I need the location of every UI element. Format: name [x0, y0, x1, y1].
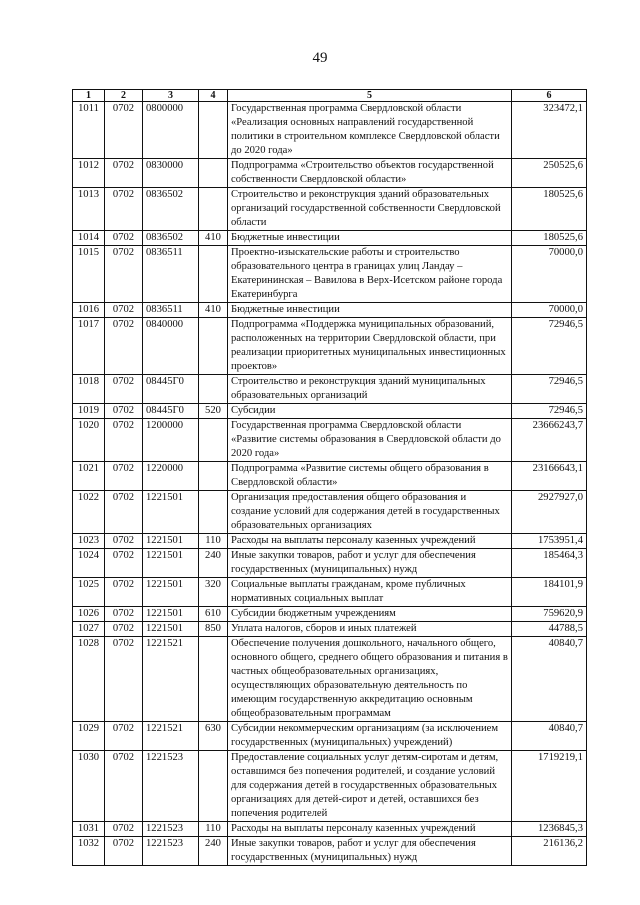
- amount-value: 40840,7: [512, 722, 587, 751]
- amount-value: 72946,5: [512, 375, 587, 404]
- row-number: 1011: [73, 102, 105, 159]
- row-number: 1021: [73, 462, 105, 491]
- section-code: 0702: [105, 102, 143, 159]
- expense-name: Подпрограмма «Поддержка муниципальных образований, расположенных на территории Свердловской области, при реализации приоритетных муниципальных инвестиционных проектов»: [228, 318, 512, 375]
- expense-name: Иные закупки товаров, работ и услуг для обеспечения государственных (муниципальных) нужд: [228, 837, 512, 866]
- row-number: 1015: [73, 246, 105, 303]
- target-article-code: 1221501: [143, 607, 199, 622]
- section-code: 0702: [105, 419, 143, 462]
- column-header: 1: [73, 90, 105, 102]
- expense-type-code: [199, 462, 228, 491]
- table-header: [73, 90, 587, 102]
- amount-value: 23166643,1: [512, 462, 587, 491]
- row-number: 1026: [73, 607, 105, 622]
- expense-type-code: [199, 491, 228, 534]
- row-number: 1028: [73, 637, 105, 722]
- section-code: 0702: [105, 375, 143, 404]
- amount-value: 72946,5: [512, 318, 587, 375]
- target-article-code: 0836502: [143, 231, 199, 246]
- table-row: [73, 534, 587, 549]
- expense-type-code: 110: [199, 822, 228, 837]
- table-row: [73, 419, 587, 462]
- section-code: 0702: [105, 159, 143, 188]
- expense-name: Подпрограмма «Развитие системы общего образования в Свердловской области»: [228, 462, 512, 491]
- expense-type-code: 320: [199, 578, 228, 607]
- expense-name: Предоставление социальных услуг детям-сиротам и детям, оставшимся без попечения родителей, и создание условий для содержания детей в государственных образовательных организациях для детей-сирот и детей, оставшихся без попечения родителей: [228, 751, 512, 822]
- table-row: [73, 837, 587, 866]
- target-article-code: 0830000: [143, 159, 199, 188]
- row-number: 1019: [73, 404, 105, 419]
- target-article-code: 0836502: [143, 188, 199, 231]
- expense-type-code: [199, 419, 228, 462]
- expense-name: Субсидии: [228, 404, 512, 419]
- amount-value: 323472,1: [512, 102, 587, 159]
- expense-type-code: [199, 159, 228, 188]
- column-header: 2: [105, 90, 143, 102]
- row-number: 1017: [73, 318, 105, 375]
- expense-type-code: 110: [199, 534, 228, 549]
- expense-name: Обеспечение получения дошкольного, начального общего, основного общего, среднего общего образования и питания в частных общеобразовательных организациях, осуществляющих образовательную деятельность по имеющим государственную аккредитацию основным общеобразовательным программам: [228, 637, 512, 722]
- table-row: [73, 637, 587, 722]
- amount-value: 250525,6: [512, 159, 587, 188]
- section-code: 0702: [105, 622, 143, 637]
- table-row: [73, 462, 587, 491]
- section-code: 0702: [105, 188, 143, 231]
- expense-type-code: 630: [199, 722, 228, 751]
- target-article-code: 1221501: [143, 491, 199, 534]
- row-number: 1014: [73, 231, 105, 246]
- expense-name: Расходы на выплаты персоналу казенных учреждений: [228, 822, 512, 837]
- amount-value: 180525,6: [512, 188, 587, 231]
- table-row: [73, 318, 587, 375]
- amount-value: 184101,9: [512, 578, 587, 607]
- section-code: 0702: [105, 578, 143, 607]
- table-row: [73, 822, 587, 837]
- expense-type-code: [199, 318, 228, 375]
- expense-type-code: 410: [199, 303, 228, 318]
- expense-type-code: [199, 751, 228, 822]
- table-row: [73, 375, 587, 404]
- amount-value: 70000,0: [512, 303, 587, 318]
- section-code: 0702: [105, 404, 143, 419]
- row-number: 1024: [73, 549, 105, 578]
- amount-value: 1753951,4: [512, 534, 587, 549]
- expense-type-code: [199, 188, 228, 231]
- target-article-code: 1221521: [143, 722, 199, 751]
- table-row: [73, 102, 587, 159]
- row-number: 1020: [73, 419, 105, 462]
- amount-value: 44788,5: [512, 622, 587, 637]
- expense-type-code: 610: [199, 607, 228, 622]
- expense-name: Субсидии бюджетным учреждениям: [228, 607, 512, 622]
- target-article-code: 1221501: [143, 622, 199, 637]
- amount-value: 759620,9: [512, 607, 587, 622]
- target-article-code: 1221501: [143, 578, 199, 607]
- row-number: 1030: [73, 751, 105, 822]
- target-article-code: 1221523: [143, 751, 199, 822]
- table-row: [73, 549, 587, 578]
- target-article-code: 1200000: [143, 419, 199, 462]
- table-row: [73, 751, 587, 822]
- section-code: 0702: [105, 303, 143, 318]
- section-code: 0702: [105, 231, 143, 246]
- table-row: [73, 303, 587, 318]
- section-code: 0702: [105, 751, 143, 822]
- target-article-code: 0836511: [143, 303, 199, 318]
- section-code: 0702: [105, 607, 143, 622]
- amount-value: 23666243,7: [512, 419, 587, 462]
- expense-type-code: [199, 637, 228, 722]
- row-number: 1029: [73, 722, 105, 751]
- target-article-code: 0840000: [143, 318, 199, 375]
- amount-value: 2927927,0: [512, 491, 587, 534]
- column-header: 6: [512, 90, 587, 102]
- column-header: 5: [228, 90, 512, 102]
- row-number: 1032: [73, 837, 105, 866]
- expense-name: Строительство и реконструкция зданий муниципальных образовательных организаций: [228, 375, 512, 404]
- target-article-code: 1221501: [143, 549, 199, 578]
- target-article-code: 0800000: [143, 102, 199, 159]
- section-code: 0702: [105, 246, 143, 303]
- expense-name: Бюджетные инвестиции: [228, 231, 512, 246]
- header-row: [73, 90, 587, 102]
- row-number: 1023: [73, 534, 105, 549]
- row-number: 1013: [73, 188, 105, 231]
- expense-type-code: 240: [199, 837, 228, 866]
- expense-type-code: [199, 102, 228, 159]
- amount-value: 40840,7: [512, 637, 587, 722]
- table-row: [73, 246, 587, 303]
- expense-name: Подпрограмма «Строительство объектов государственной собственности Свердловской области»: [228, 159, 512, 188]
- amount-value: 70000,0: [512, 246, 587, 303]
- section-code: 0702: [105, 837, 143, 866]
- table-body: [73, 102, 587, 866]
- column-header: 3: [143, 90, 199, 102]
- section-code: 0702: [105, 318, 143, 375]
- amount-value: 1719219,1: [512, 751, 587, 822]
- amount-value: 180525,6: [512, 231, 587, 246]
- target-article-code: 1221523: [143, 822, 199, 837]
- section-code: 0702: [105, 462, 143, 491]
- target-article-code: 0836511: [143, 246, 199, 303]
- row-number: 1018: [73, 375, 105, 404]
- section-code: 0702: [105, 491, 143, 534]
- target-article-code: 08445Г0: [143, 375, 199, 404]
- row-number: 1012: [73, 159, 105, 188]
- expense-name: Расходы на выплаты персоналу казенных учреждений: [228, 534, 512, 549]
- expense-name: Организация предоставления общего образования и создание условий для содержания детей в государственных образовательных организациях: [228, 491, 512, 534]
- expense-type-code: 520: [199, 404, 228, 419]
- table-row: [73, 159, 587, 188]
- expense-name: Бюджетные инвестиции: [228, 303, 512, 318]
- amount-value: 1236845,3: [512, 822, 587, 837]
- budget-table: [72, 89, 587, 866]
- target-article-code: 1221521: [143, 637, 199, 722]
- target-article-code: 1220000: [143, 462, 199, 491]
- table-row: [73, 578, 587, 607]
- table-row: [73, 188, 587, 231]
- table-row: [73, 607, 587, 622]
- expense-name: Иные закупки товаров, работ и услуг для обеспечения государственных (муниципальных) нужд: [228, 549, 512, 578]
- table-row: [73, 404, 587, 419]
- table-row: [73, 491, 587, 534]
- expense-name: Субсидии некоммерческим организациям (за исключением государственных (муниципальных) учреждений): [228, 722, 512, 751]
- expense-type-code: [199, 246, 228, 303]
- page-number: 49: [312, 50, 328, 66]
- section-code: 0702: [105, 549, 143, 578]
- amount-value: 185464,3: [512, 549, 587, 578]
- column-header: 4: [199, 90, 228, 102]
- expense-name: Проектно-изыскательские работы и строительство образовательного центра в границах улиц Ландау – Екатерининская – Вавилова в Верх-Исетском районе города Екатеринбурга: [228, 246, 512, 303]
- table-row: [73, 622, 587, 637]
- section-code: 0702: [105, 822, 143, 837]
- target-article-code: 1221501: [143, 534, 199, 549]
- table-row: [73, 722, 587, 751]
- section-code: 0702: [105, 637, 143, 722]
- expense-name: Социальные выплаты гражданам, кроме публичных нормативных социальных выплат: [228, 578, 512, 607]
- expense-type-code: [199, 375, 228, 404]
- expense-name: Уплата налогов, сборов и иных платежей: [228, 622, 512, 637]
- target-article-code: 1221523: [143, 837, 199, 866]
- row-number: 1025: [73, 578, 105, 607]
- row-number: 1022: [73, 491, 105, 534]
- table-row: [73, 231, 587, 246]
- expense-name: Строительство и реконструкция зданий образовательных организаций государственной собственности Свердловской области: [228, 188, 512, 231]
- expense-type-code: 850: [199, 622, 228, 637]
- row-number: 1031: [73, 822, 105, 837]
- amount-value: 72946,5: [512, 404, 587, 419]
- section-code: 0702: [105, 534, 143, 549]
- target-article-code: 08445Г0: [143, 404, 199, 419]
- expense-type-code: 410: [199, 231, 228, 246]
- row-number: 1027: [73, 622, 105, 637]
- amount-value: 216136,2: [512, 837, 587, 866]
- expense-name: Государственная программа Свердловской области «Реализация основных направлений государственной политики в строительном комплексе Свердловской области до 2020 года»: [228, 102, 512, 159]
- row-number: 1016: [73, 303, 105, 318]
- section-code: 0702: [105, 722, 143, 751]
- expense-name: Государственная программа Свердловской области «Развитие системы образования в Свердловской области до 2020 года»: [228, 419, 512, 462]
- expense-type-code: 240: [199, 549, 228, 578]
